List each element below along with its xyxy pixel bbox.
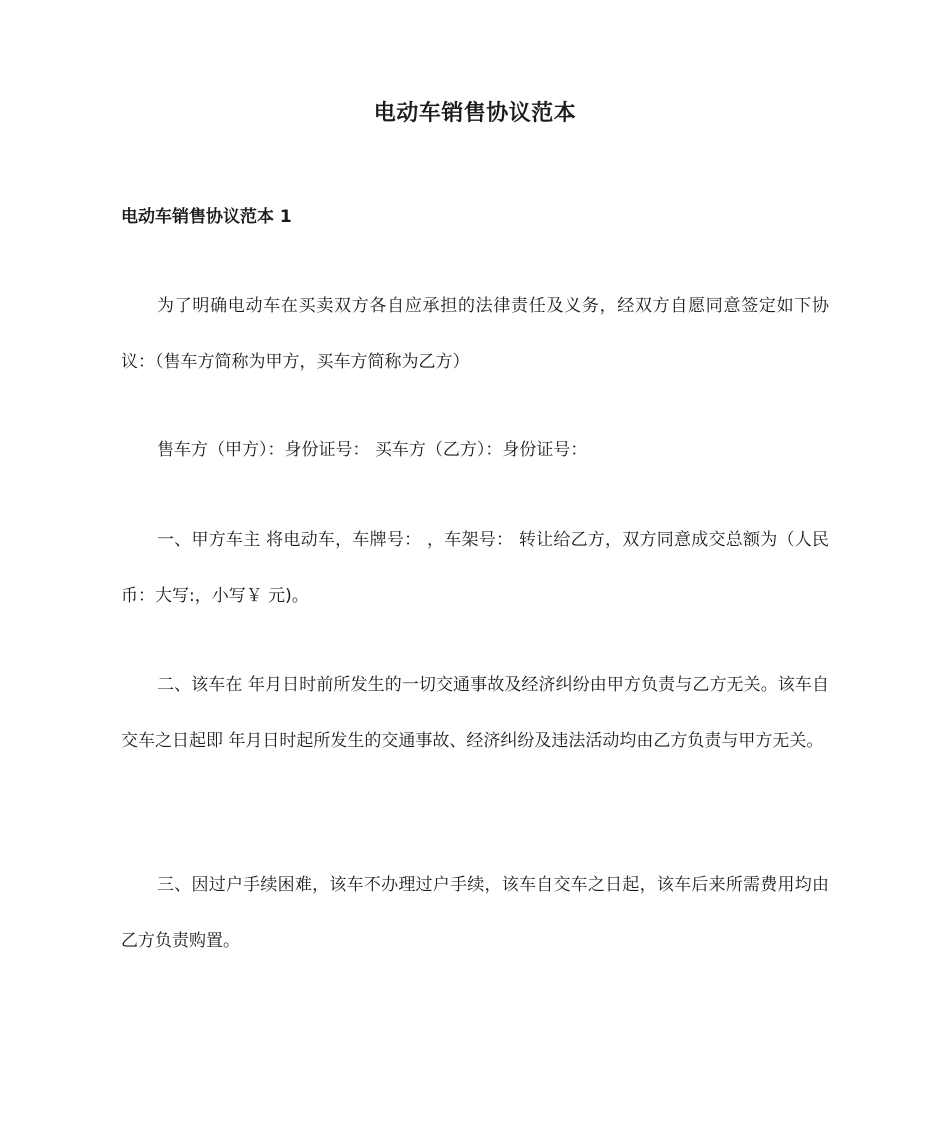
paragraph-clause-2: 二、该车在 年月日时前所发生的一切交通事故及经济纠纷由甲方负责与乙方无关。该车自交车之日起即 年月日时起所发生的交通事故、经济纠纷及违法活动均由乙方负责与甲方无关。 [121,675,829,751]
document-title: 电动车销售协议范本 [373,101,577,126]
paragraph-clause-1: 一、甲方车主 将电动车，车牌号： ，车架号： 转让给乙方，双方同意成交总额为（人民币：大写:，小写￥ 元)。 [121,530,829,606]
paragraph-intro: 为了明确电动车在买卖双方各自应承担的法律责任及义务，经双方自愿同意签定如下协议：（售车方简称为甲方，买车方简称为乙方） [121,296,829,372]
section-heading: 电动车销售协议范本 1 [121,207,292,227]
paragraph-clause-3: 三、因过户手续困难，该车不办理过户手续，该车自交车之日起，该车后来所需费用均由乙方负责购置。 [121,875,829,951]
paragraph-parties: 售车方（甲方）：身份证号： 买车方（乙方）：身份证号： [157,440,588,460]
